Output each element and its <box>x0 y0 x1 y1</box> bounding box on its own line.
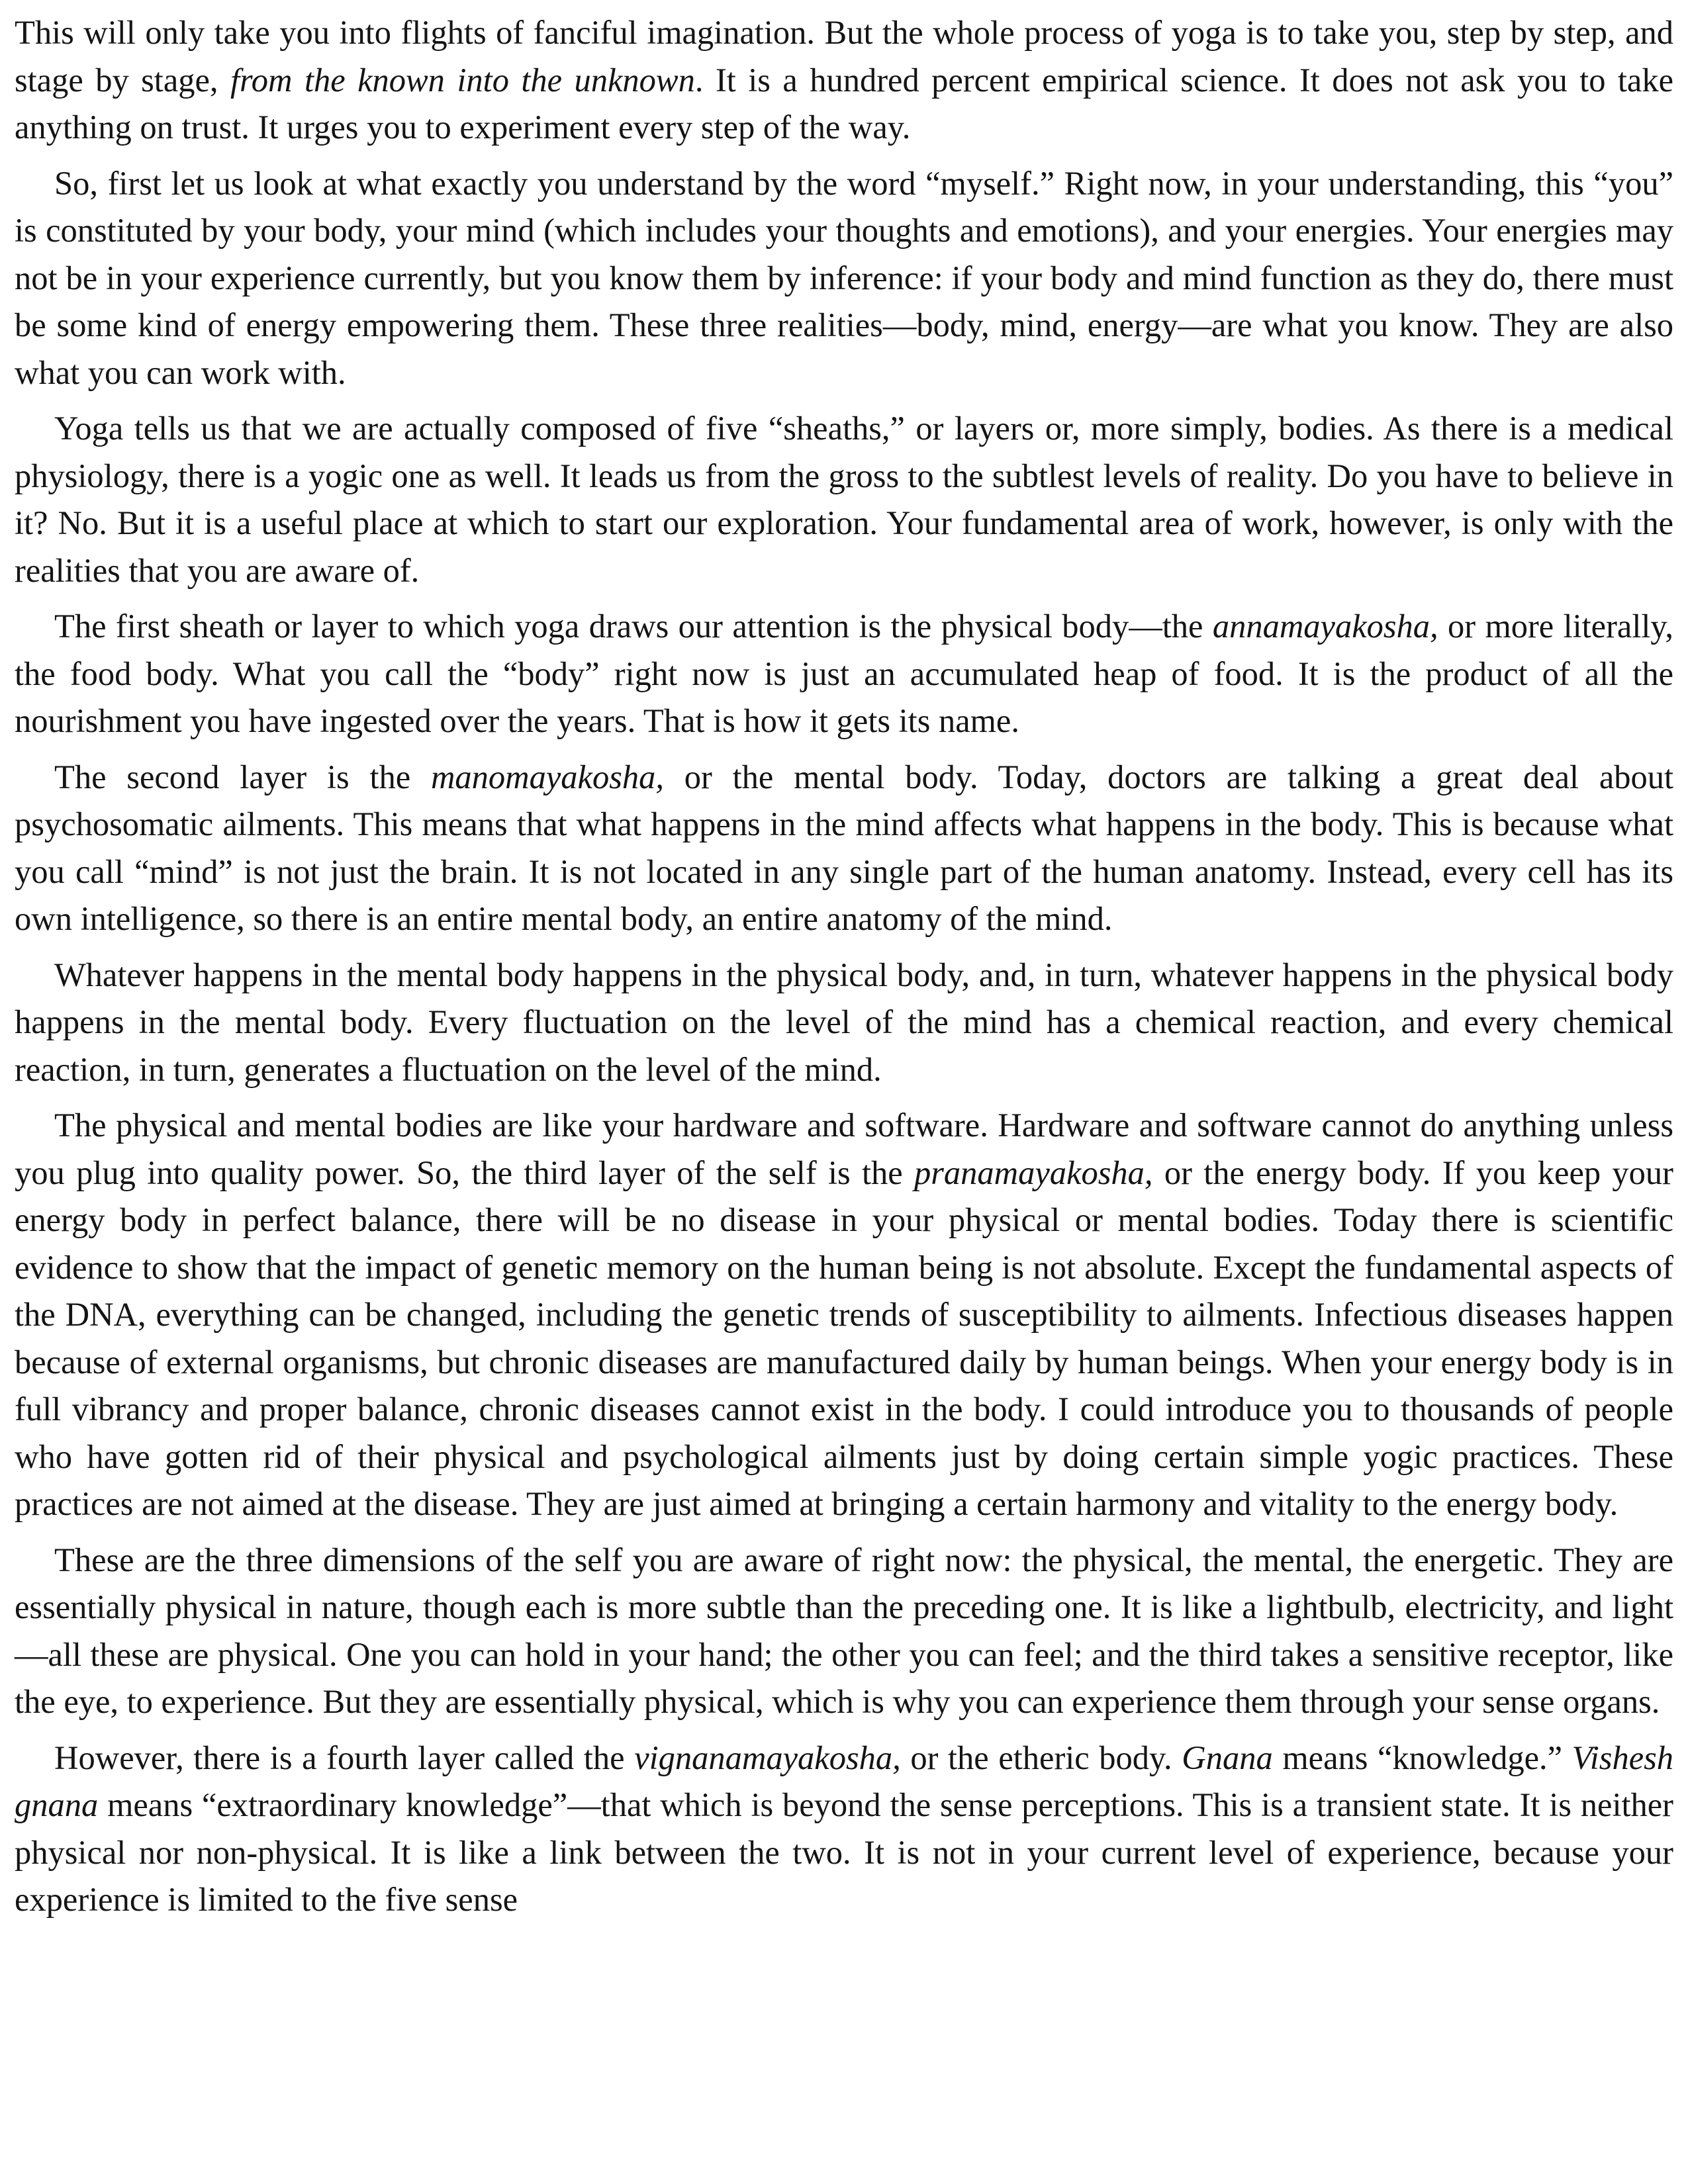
paragraph-3 <box>15 405 1673 594</box>
paragraph-5-run-2-italic: manomayakosha, <box>430 758 664 796</box>
paragraph-7-run-2-italic: pranamayakosha, <box>914 1154 1153 1191</box>
paragraph-7-run-1: The physical and mental bodies are like your hardware and software. Hardware and software cannot do anything unless you plug into quality power. So, the third layer of the self is the <box>15 1107 1673 1191</box>
paragraph-1 <box>15 9 1673 152</box>
paragraph-3-run-1: Yoga tells us that we are actually composed of five “sheaths,” or layers or, more simply, bodies. As there is a medical physiology, there is a yogic one as well. It leads us from the gross to the subtlest levels of reality. Do you have to believe in it? No. But it is a useful place at which to start our exploration. Your fundamental area of work, however, is only with the realities that you are aware of. <box>15 410 1673 589</box>
paragraph-4 <box>15 603 1673 745</box>
paragraph-2-run-1: So, first let us look at what exactly you understand by the word “myself.” Right now, in your understanding, this “you” is constituted by your body, your mind (which includes your thoughts and emotions), and your energies. Your energies may not be in your experience currently, but you know them by inference: if your body and mind function as they do, there must be some kind of energy empowering them. These three realities—body, mind, energy—are what you know. They are also what you can work with. <box>15 164 1673 391</box>
paragraph-9-run-5: means “knowledge.” <box>1272 1739 1572 1776</box>
paragraph-1-run-2-italic: from the known into the unknown <box>230 61 695 99</box>
paragraph-9-run-3: or the etheric body. <box>900 1739 1182 1776</box>
paragraph-2 <box>15 160 1673 397</box>
paragraph-4-run-3: or more literally, the food body. What you call the “body” right now is just an accumulated heap of food. It is the product of all the nourishment you have ingested over the years. That is how it gets its name. <box>15 608 1673 739</box>
paragraph-9-run-2-italic: vignanamayakosha, <box>634 1739 901 1776</box>
paragraph-1-run-1: This will only take you into flights of fanciful imagination. But the whole process of yoga is to take you, step by step, and stage by stage, <box>15 14 1673 99</box>
book-page <box>15 9 1673 1933</box>
paragraph-9-run-7: means “extraordinary knowledge”—that which is beyond the sense perceptions. This is a transient state. It is neither physical nor non-physical. It is like a link between the two. It is not in your current level of experience, because your experience is limited to the five sense <box>15 1786 1673 1918</box>
paragraph-9-run-4-italic: Gnana <box>1182 1739 1273 1776</box>
paragraph-8-run-1: These are the three dimensions of the self you are aware of right now: the physical, the mental, the energetic. They are essentially physical in nature, though each is more subtle than the preceding one. It is like a lightbulb, electricity, and light—all these are physical. One you can hold in your hand; the other you can feel; and the third takes a sensitive receptor, like the eye, to experience. But they are essentially physical, which is why you can experience them through your sense organs. <box>15 1541 1673 1720</box>
paragraph-9 <box>15 1735 1673 1924</box>
paragraph-6 <box>15 952 1673 1094</box>
paragraph-5 <box>15 754 1673 943</box>
paragraph-8 <box>15 1537 1673 1726</box>
paragraph-6-run-1: Whatever happens in the mental body happens in the physical body, and, in turn, whatever happens in the physical body happens in the mental body. Every fluctuation on the level of the mind has a chemical reaction, and every chemical reaction, in turn, generates a fluctuation on the level of the mind. <box>15 956 1673 1088</box>
paragraph-7 <box>15 1102 1673 1528</box>
paragraph-1-run-3: . It is a hundred percent empirical science. It does not ask you to take anything on trust. It urges you to experiment every step of the way. <box>15 61 1673 146</box>
paragraph-7-run-3: or the energy body. If you keep your energy body in perfect balance, there will be no disease in your physical or mental bodies. Today there is scientific evidence to show that the impact of genetic memory on the human being is not absolute. Except the fundamental aspects of the DNA, everything can be changed, including the genetic trends of susceptibility to ailments. Infectious diseases happen because of external organisms, but chronic diseases are manufactured daily by human beings. When your energy body is in full vibrancy and proper balance, chronic diseases cannot exist in the body. I could introduce you to thousands of people who have gotten rid of their physical and psychological ailments just by doing certain simple yogic practices. These practices are not aimed at the disease. They are just aimed at bringing a certain harmony and vitality to the energy body. <box>15 1154 1674 1522</box>
paragraph-5-run-1: The second layer is the <box>54 758 431 796</box>
paragraph-4-run-1: The first sheath or layer to which yoga draws our attention is the physical body—the <box>54 608 1213 645</box>
paragraph-9-run-6-italic: Vishesh gnana <box>15 1739 1674 1823</box>
paragraph-9-run-1: However, there is a fourth layer called the <box>54 1739 635 1776</box>
paragraph-5-run-3: or the mental body. Today, doctors are talking a great deal about psychosomatic ailments. This means that what happens in the mind affects what happens in the body. This is because what you call “mind” is not just the brain. It is not located in any single part of the human anatomy. Instead, every cell has its own intelligence, so there is an entire mental body, an entire anatomy of the mind. <box>15 758 1674 937</box>
paragraph-4-run-2-italic: annamayakosha, <box>1212 608 1438 645</box>
